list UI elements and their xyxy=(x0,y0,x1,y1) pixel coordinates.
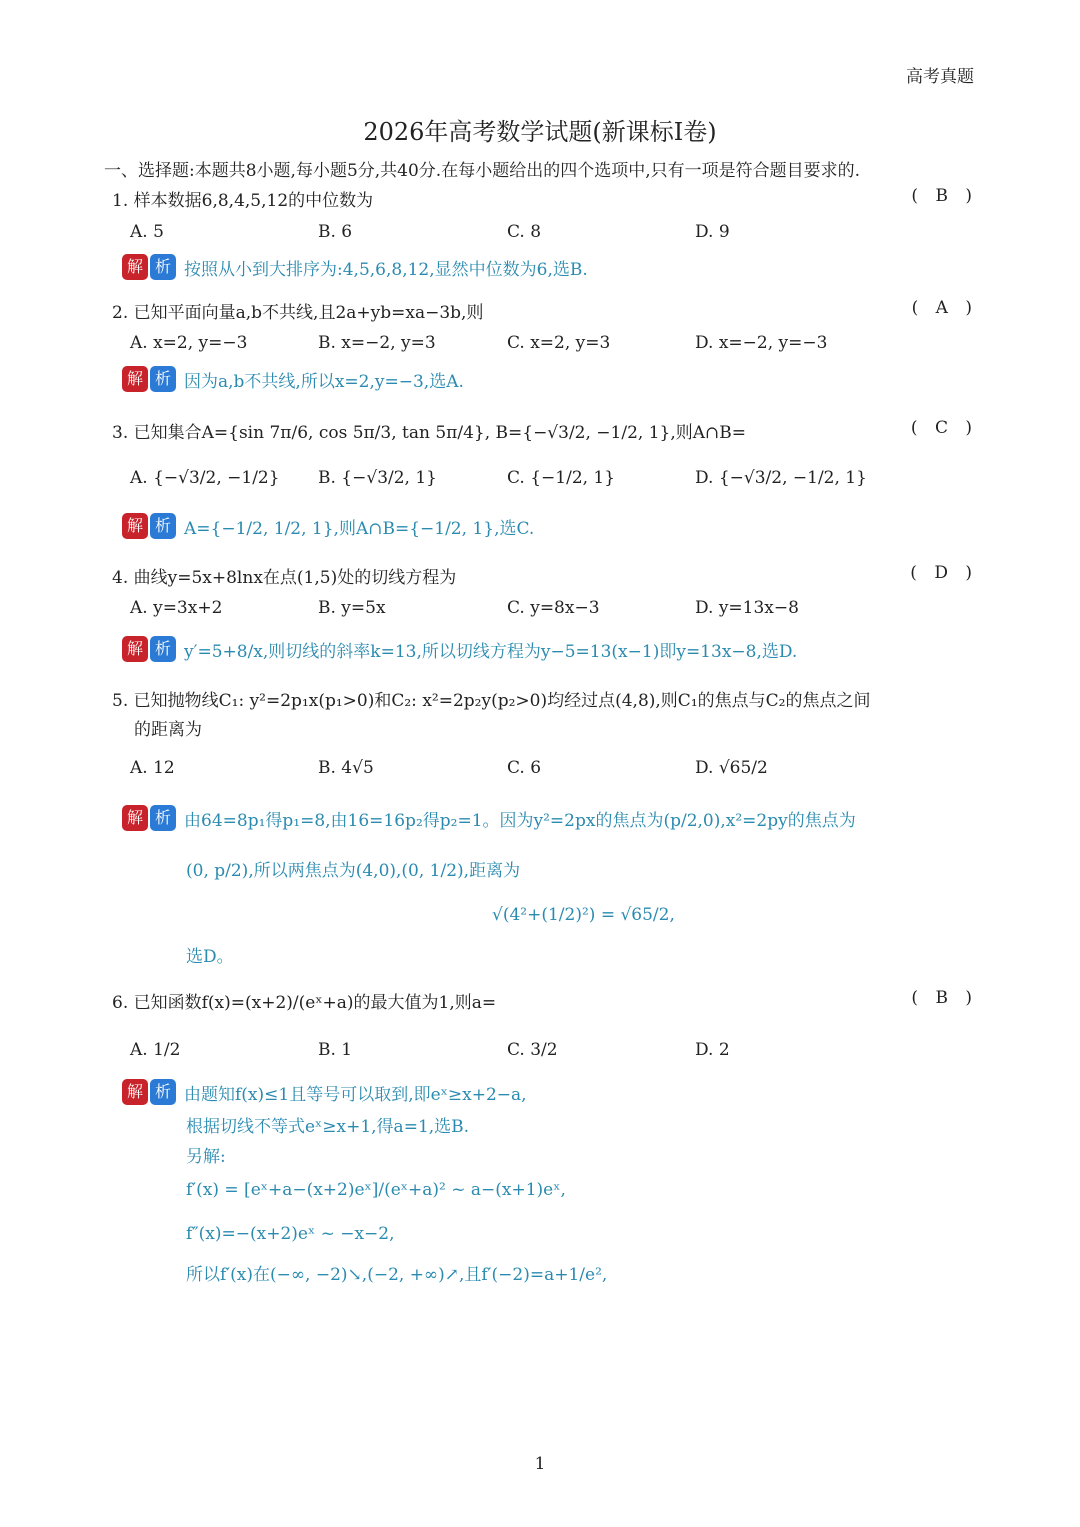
page-title: 2026年高考数学试题(新课标I卷) xyxy=(363,118,717,146)
q5-solution-line2: (0, p/2),所以两焦点为(4,0),(0, 1/2),距离为 xyxy=(186,861,521,881)
q3-option-c: C. {−1/2, 1} xyxy=(507,468,616,488)
analysis-badge: 解 析 xyxy=(122,1079,176,1105)
q3-solution xyxy=(122,511,534,541)
q3-stem: 3. 已知集合A={sin 7π/6, cos 5π/3, tan 5π/4}, B={−√3/2, −1/2, 1},则A∩B= xyxy=(112,423,747,443)
q5-option-c: C. 6 xyxy=(507,758,542,778)
page-header: 高考真题 xyxy=(906,67,974,87)
q3-option-d: D. {−√3/2, −1/2, 1} xyxy=(695,468,867,488)
q4-solution xyxy=(122,634,797,664)
q2-solution xyxy=(122,364,464,394)
q3-option-a: A. {−√3/2, −1/2} xyxy=(130,468,280,488)
q5-option-d: D. √65/2 xyxy=(695,758,768,778)
analysis-badge: 解 析 xyxy=(122,805,176,831)
page-number: 1 xyxy=(534,1454,546,1474)
q2-option-c: C. x=2, y=3 xyxy=(507,333,611,353)
q2-answer: ( A ) xyxy=(911,298,978,318)
q5-option-a: A. 12 xyxy=(130,758,175,778)
q5-option-b: B. 4√5 xyxy=(318,758,374,778)
q2-solution-text: 因为a,b不共线,所以x=2,y=−3,选A. xyxy=(184,371,464,392)
q1-stem: 1. 样本数据6,8,4,5,12的中位数为 xyxy=(112,191,374,211)
q5-solution-line4: 选D。 xyxy=(186,947,234,967)
q2-option-a: A. x=2, y=−3 xyxy=(130,333,248,353)
q6-solution-line1: 由题知f(x)≤1且等号可以取到,即eˣ≥x+2−a, xyxy=(184,1084,527,1105)
q4-option-c: C. y=8x−3 xyxy=(507,598,600,618)
q3-option-b: B. {−√3/2, 1} xyxy=(318,468,437,488)
q4-stem: 4. 曲线y=5x+8lnx在点(1,5)处的切线方程为 xyxy=(112,568,457,588)
q6-answer: ( B ) xyxy=(911,988,978,1008)
analysis-badge: 解 析 xyxy=(122,636,176,662)
q4-option-d: D. y=13x−8 xyxy=(695,598,799,618)
q6-solution-line3: 另解: xyxy=(186,1147,226,1167)
q5-stem-continued: 的距离为 xyxy=(134,720,202,740)
q6-option-d: D. 2 xyxy=(695,1040,730,1060)
q6-solution-line4: f′(x) = [eˣ+a−(x+2)eˣ]/(eˣ+a)² ~ a−(x+1)eˣ, xyxy=(186,1180,566,1200)
section-heading: 一、选择题:本题共8小题,每小题5分,共40分.在每小题给出的四个选项中,只有一项是符合题目要求的. xyxy=(104,161,861,181)
analysis-badge: 解 析 xyxy=(122,366,176,392)
q1-option-c: C. 8 xyxy=(507,222,542,242)
q1-answer: ( B ) xyxy=(911,186,978,206)
q6-stem: 6. 已知函数f(x)=(x+2)/(eˣ+a)的最大值为1,则a= xyxy=(112,993,497,1013)
q6-solution-line5: f″(x)=−(x+2)eˣ ~ −x−2, xyxy=(186,1224,395,1244)
q6-solution-line2: 根据切线不等式eˣ≥x+1,得a=1,选B. xyxy=(186,1117,470,1137)
q4-option-a: A. y=3x+2 xyxy=(130,598,223,618)
analysis-badge: 解 析 xyxy=(122,254,176,280)
q2-stem: 2. 已知平面向量a,b不共线,且2a+yb=xa−3b,则 xyxy=(112,303,484,323)
q4-answer: ( D ) xyxy=(910,563,978,583)
q6-solution-line6: 所以f′(x)在(−∞, −2)↘,(−2, +∞)↗,且f′(−2)=a+1/e², xyxy=(186,1265,608,1285)
q6-option-a: A. 1/2 xyxy=(130,1040,181,1060)
q5-stem: 5. 已知抛物线C₁: y²=2p₁x(p₁>0)和C₂: x²=2p₂y(p₂>0)均经过点(4,8),则C₁的焦点与C₂的焦点之间 xyxy=(112,691,871,711)
q5-solution-formula: √(4²+(1/2)²) = √65/2, xyxy=(492,905,675,925)
q3-answer: ( C ) xyxy=(910,418,978,438)
q6-solution xyxy=(122,1077,527,1107)
q5-solution-line1: 由64=8p₁得p₁=8,由16=16p₂得p₂=1。因为y²=2px的焦点为(p/2,0),x²=2py的焦点为 xyxy=(184,810,856,831)
q1-solution xyxy=(122,252,588,282)
q1-option-b: B. 6 xyxy=(318,222,353,242)
q1-option-a: A. 5 xyxy=(130,222,164,242)
q6-option-c: C. 3/2 xyxy=(507,1040,558,1060)
q1-option-d: D. 9 xyxy=(695,222,730,242)
q6-option-b: B. 1 xyxy=(318,1040,353,1060)
q5-solution xyxy=(122,803,856,833)
q1-solution-text: 按照从小到大排序为:4,5,6,8,12,显然中位数为6,选B. xyxy=(184,259,588,280)
q4-option-b: B. y=5x xyxy=(318,598,386,618)
q2-option-d: D. x=−2, y=−3 xyxy=(695,333,828,353)
q2-option-b: B. x=−2, y=3 xyxy=(318,333,436,353)
analysis-badge: 解 析 xyxy=(122,513,176,539)
q3-solution-text: A={−1/2, 1/2, 1},则A∩B={−1/2, 1},选C. xyxy=(184,518,535,539)
q4-solution-text: y′=5+8/x,则切线的斜率k=13,所以切线方程为y−5=13(x−1)即y=13x−8,选D. xyxy=(184,641,798,662)
